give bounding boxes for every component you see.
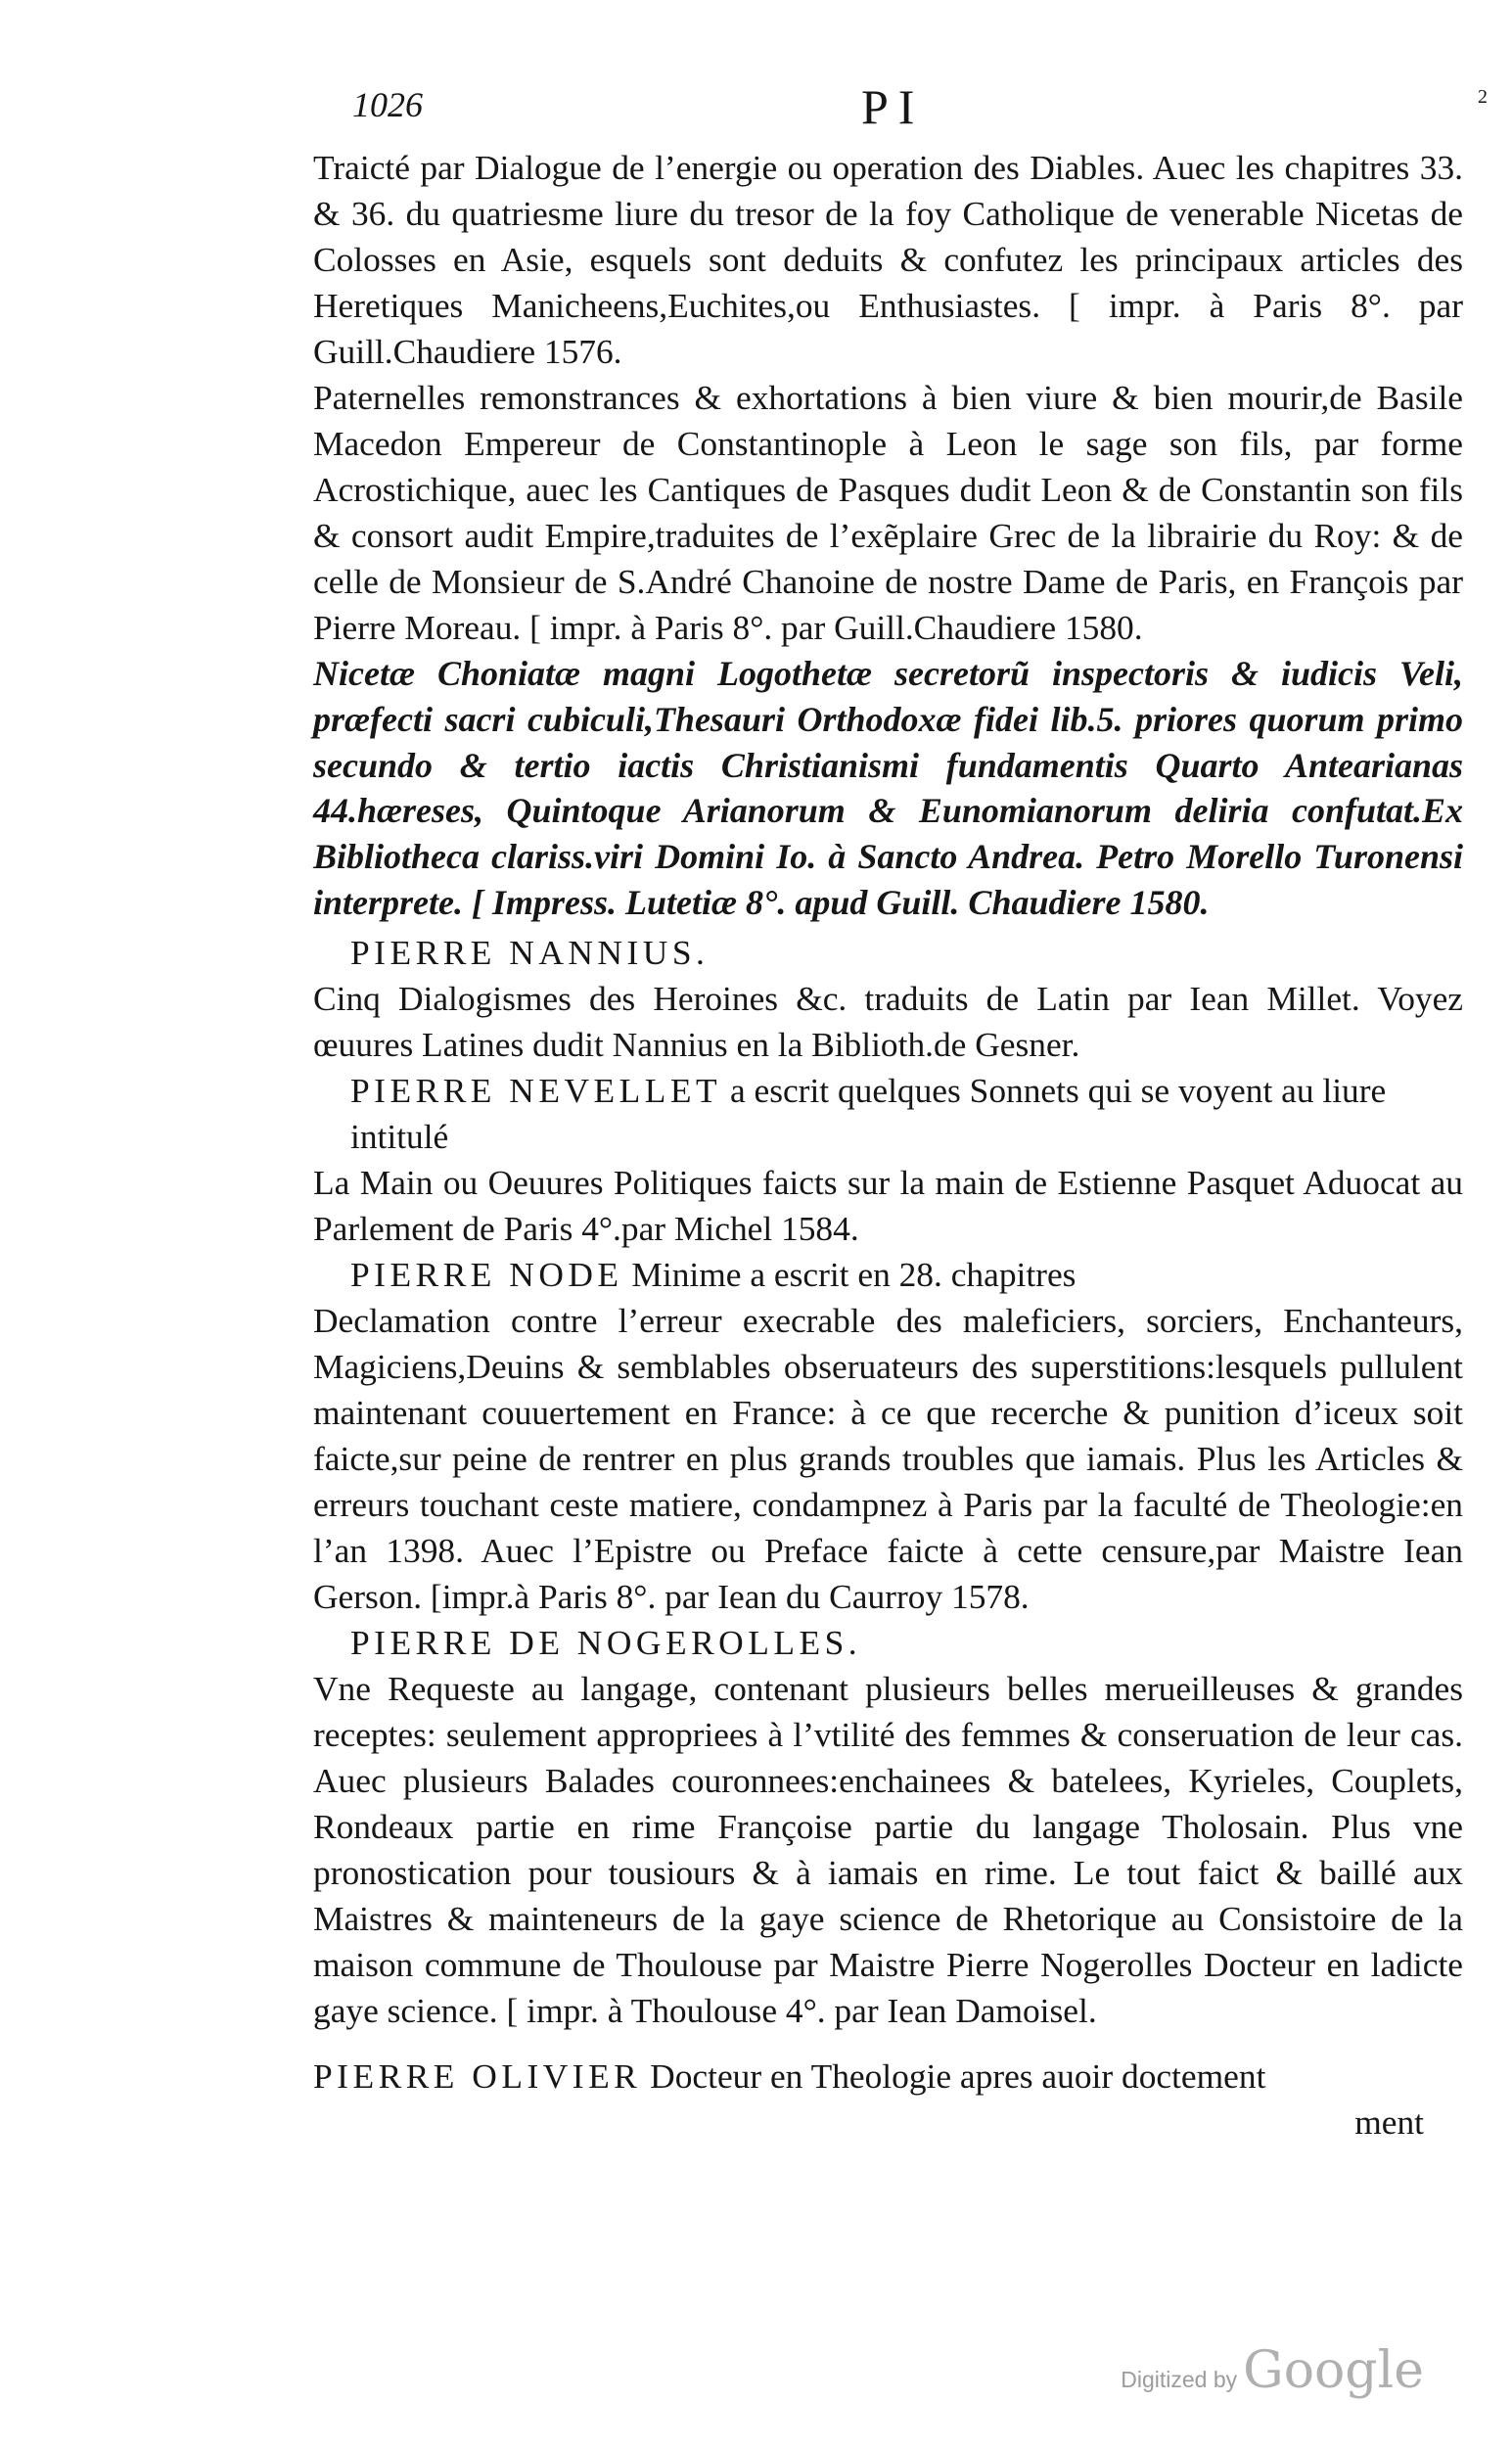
author-heading-nevellet <box>313 1068 1463 1160</box>
catchword: ment <box>1354 2101 1424 2142</box>
entry-declamation: Declamation contre l’erreur execrable des maleficiers, sorciers, Enchanteurs, Magiciens,Deuins & semblables obseruateurs des superstitions:lesquels pullulent maintenant couuertement en France: à ce que recerche & punition d’iceux soit faicte,sur peine de rentrer en plus grands troubles que iamais. Plus les Articles & erreurs touchant ceste matiere, condampnez à Paris par la faculté de Theologie:en l’an 1398. Auec l’Epistre ou Preface faicte à cette censure,par Maistre Iean Gerson. [impr.à Paris 8°. par Iean du Caurroy 1578. <box>313 1300 1463 1616</box>
author-name: PIERRE OLIVIER <box>313 2055 642 2096</box>
author-heading-nogerolles <box>313 1620 1463 1666</box>
author-heading-node <box>313 1252 1463 1298</box>
author-note: a escrit quelques Sonnets qui se voyent au liure intitulé <box>350 1070 1387 1156</box>
google-logo: Google <box>1243 2341 1424 2400</box>
author-note: Docteur en Theologie apres auoir doctement <box>641 2055 1266 2096</box>
entry-traicte-dialogue: Traicté par Dialogue de l’energie ou operation des Diables. Auec les chapitres 33. & 36. du quatriesme liure du tresor de la foy Catholique de venerable Nicetas de Colosses en Asie, esquels sont deduits & confutez les principaux articles des Heretiques Manicheens,Euchites,ou Enthusiastes. [ impr. à Paris 8°. par Guill.Chaudiere 1576. <box>313 148 1463 371</box>
page-body <box>313 145 1463 2146</box>
author-name: PIERRE NEVELLET <box>350 1070 722 1110</box>
corner-mark: 2 <box>1478 86 1488 108</box>
page-number: 1026 <box>352 85 423 124</box>
author-heading-nannius <box>313 930 1463 976</box>
entry-vne-requeste: Vne Requeste au langage, contenant plusieurs belles merueilleuses & grandes receptes: seulement appropriees à l’vtilité des femmes & conseruation de leur cas. Auec plusieurs Balades couronnees:enchainees & batelees, Kyrieles, Couplets, Rondeaux partie en rime Françoise partie du langage Tholosain. Plus vne pronostication pour tousiours & à iamais en rime. Le tout faict & baillé aux Maistres & mainteneurs de la gaye science de Rhetorique au Consistoire de la maison commune de Thoulouse par Maistre Pierre Nogerolles Docteur en ladicte gaye science. [ impr. à Thoulouse 4°. par Iean Damoisel. <box>313 1668 1463 2030</box>
running-head: PI <box>861 79 925 134</box>
entry-paternelles-remonstrances: Paternelles remonstrances & exhortations à bien viure & bien mourir,de Basile Macedon Empereur de Constantinople à Leon le sage son fils, par forme Acrostichique, auec les Cantiques de Pasques dudit Leon & de Constantin son fils & consort audit Empire,traduites de l’exẽplaire Grec de la librairie du Roy: & de celle de Monsieur de S.André Chanoine de nostre Dame de Paris, en François par Pierre Moreau. [ impr. à Paris 8°. par Guill.Chaudiere 1580. <box>313 378 1463 647</box>
entry-nicetae-choniatae: Nicetæ Choniatæ magni Logothetæ secretorũ inspectoris & iudicis Veli, præfecti sacri cubiculi,Thesauri Orthodoxæ fidei lib.5. priores quorum primo secundo & tertio iactis Christianismi fundamentis Quarto Antearianas 44.hæreses, Quintoque Arianorum & Eunomianorum deliria confutat.Ex Bibliotheca clariss.viri Domini Io. à Sancto Andrea. Petro Morello Turonensi interprete. [ Impress. Lutetiæ 8°. apud Guill. Chaudiere 1580. <box>313 654 1463 922</box>
page-header <box>352 78 1488 137</box>
author-name: PIERRE DE NOGEROLLES. <box>350 1622 862 1662</box>
watermark-prefix: Digitized by <box>1121 2367 1238 2392</box>
entry-la-main: La Main ou Oeuures Politiques faicts sur la main de Estienne Pasquet Aduocat au Parlement de Paris 4°.par Michel 1584. <box>313 1162 1463 1248</box>
entry-cinq-dialogismes: Cinq Dialogismes des Heroines &c. traduits de Latin par Iean Millet. Voyez œuures Latines dudit Nannius en la Biblioth.de Gesner. <box>313 978 1463 1064</box>
author-name: PIERRE NANNIUS. <box>350 932 710 972</box>
author-note: Minime a escrit en 28. chapitres <box>622 1254 1077 1294</box>
digitized-watermark <box>1121 2341 1424 2400</box>
author-name: PIERRE NODE <box>350 1254 623 1294</box>
author-heading-olivier <box>313 2054 1463 2100</box>
